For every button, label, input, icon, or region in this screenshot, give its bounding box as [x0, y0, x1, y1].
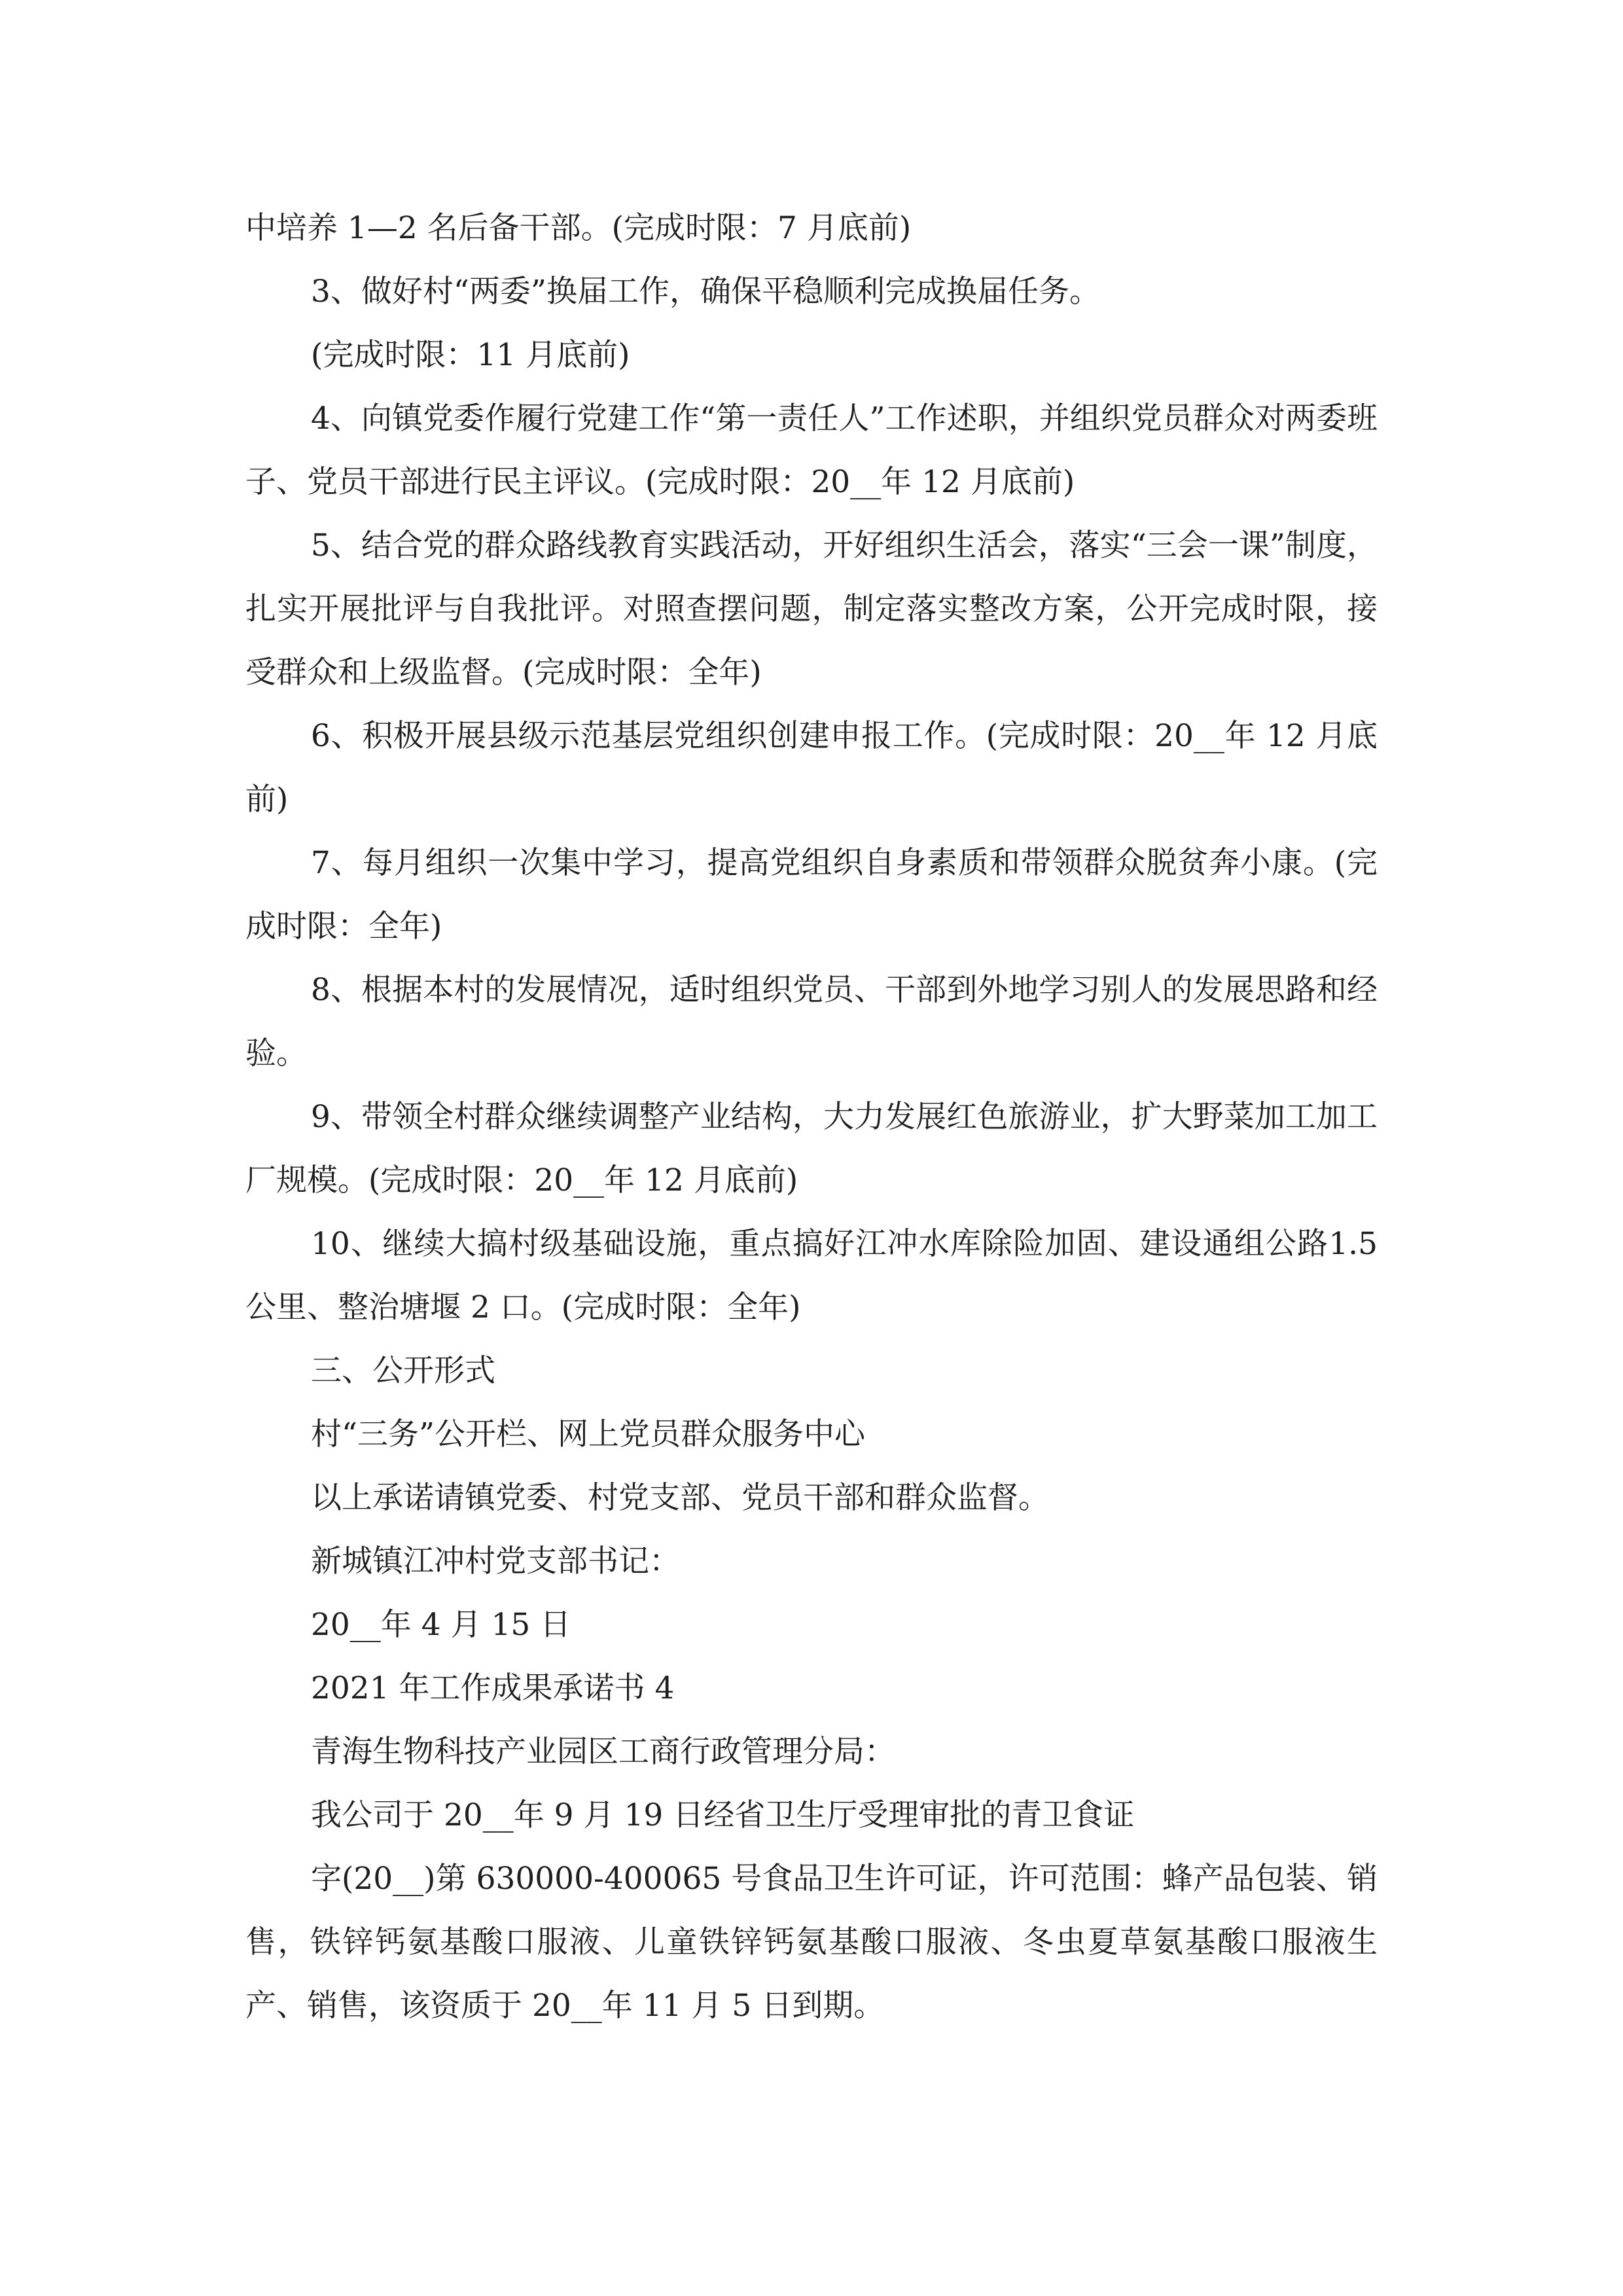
document-body [245, 196, 1387, 2037]
paragraph: 9、带领全村群众继续调整产业结构，大力发展红色旅游业，扩大野菜加工加工厂规模。(完成时限：20__年 12 月底前) [245, 1099, 1378, 1198]
paragraph: (完成时限：11 月底前) [311, 337, 630, 373]
paragraph: 5、结合党的群众路线教育实践活动，开好组织生活会，落实“三会一课”制度，扎实开展批评与自我批评。对照查摆问题，制定落实整改方案，公开完成时限，接受群众和上级监督。(完成时限：全年) [245, 528, 1378, 691]
paragraph: 3、做好村“两委”换届工作，确保平稳顺利完成换届任务。 [311, 274, 1100, 310]
paragraph: 村“三务”公开栏、网上党员群众服务中心 [311, 1416, 866, 1452]
date-line: 20__年 4 月 15 日 [311, 1607, 571, 1643]
section-heading: 三、公开形式 [311, 1353, 495, 1389]
paragraph: 10、继续大搞村级基础设施，重点搞好江冲水库除险加固、建设通组公路1.5 公里、整治塘堰 2 口。(完成时限：全年) [245, 1226, 1387, 1325]
signature-line: 新城镇江冲村党支部书记： [311, 1543, 680, 1579]
paragraph: 6、积极开展县级示范基层党组织创建申报工作。(完成时限：20__年 12 月底前) [245, 718, 1378, 817]
paragraph: 8、根据本村的发展情况，适时组织党员、干部到外地学习别人的发展思路和经验。 [245, 972, 1378, 1071]
addressee: 青海生物科技产业园区工商行政管理分局： [311, 1734, 895, 1770]
paragraph: 我公司于 20__年 9 月 19 日经省卫生厅受理审批的青卫食证 [311, 1797, 1135, 1833]
paragraph: 中培养 1—2 名后备干部。(完成时限：7 月底前) [245, 210, 912, 246]
document-title: 2021 年工作成果承诺书 4 [311, 1670, 675, 1706]
paragraph: 7、每月组织一次集中学习，提高党组织自身素质和带领群众脱贫奔小康。(完成时限：全年) [245, 845, 1378, 944]
paragraph: 4、向镇党委作履行党建工作“第一责任人”工作述职，并组织党员群众对两委班子、党员干部进行民主评议。(完成时限：20__年 12 月底前) [245, 401, 1378, 500]
paragraph: 以上承诺请镇党委、村党支部、党员干部和群众监督。 [311, 1480, 1049, 1516]
paragraph: 字(20__)第 630000-400065 号食品卫生许可证，许可范围：蜂产品包装、销售，铁锌钙氨基酸口服液、儿童铁锌钙氨基酸口服液、冬虫夏草氨基酸口服液生产、销售，该资质于 20__年 11 月 5 日到期。 [245, 1861, 1378, 2024]
